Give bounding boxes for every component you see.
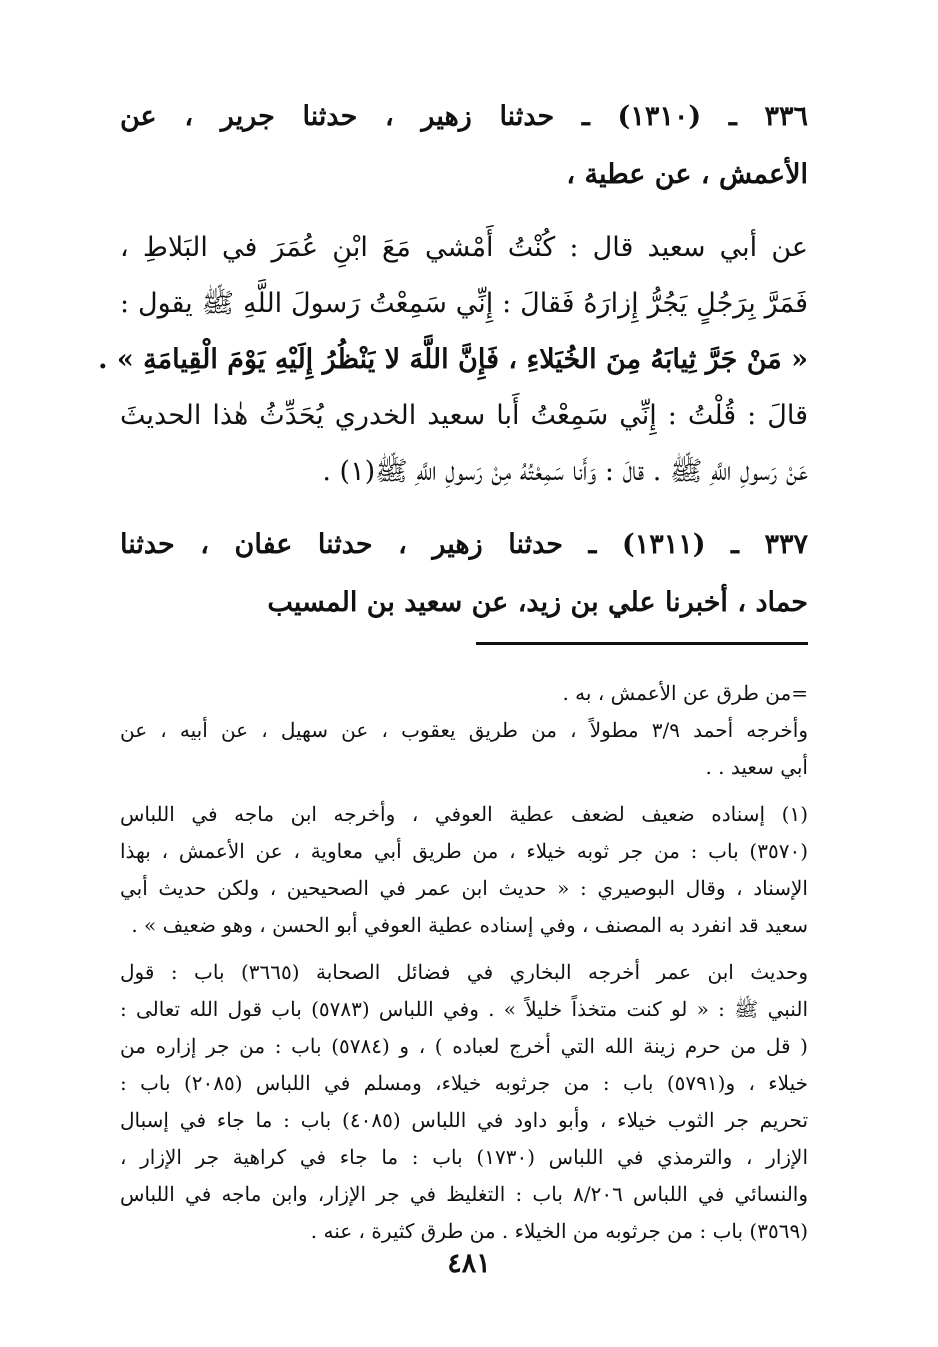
footnote-carryover	[120, 675, 808, 786]
hadith-336-text-line: عن أبي سعيد قال : كُنْتُ أَمْشي مَعَ ابْنِ عُمَرَ في البَلاطِ ،	[120, 232, 808, 263]
footnote-1	[120, 796, 808, 944]
footnote-line: وأخرجه أحمد ٣/٩ مطولاً ، من طريق يعقوب ، عن سهيل ، عن أبيه ، عن	[120, 718, 808, 742]
footnote-line: (١) إسناده ضعيف لضعف عطية العوفي ، وأخرجه ابن ماجه في اللباس	[120, 802, 808, 826]
page-number: ٤٨١	[447, 1248, 491, 1279]
footnote-line: (٣٥٧٠) باب : من جر ثوبه خيلاء ، من طريق أبي معاوية ، عن الأعمش ، بهذا	[120, 839, 808, 863]
page-content	[98, 88, 809, 1260]
footnote-line: ( قل من حرم زينة الله التي أخرج لعباده ) ، و (٥٧٨٤) باب : من جر إزاره من	[120, 1034, 808, 1058]
hadith-336-text-line: فَمَرَّ بِرَجُلٍ يَجُرُّ إِزارَهُ فَقالَ : إِنِّي سَمِعْتُ رَسولَ اللَّهِ ﷺ يقول :	[120, 288, 808, 319]
hadith-337-heading-cont: حماد ، أخبرنا علي بن زيد، عن سعيد بن المسيب	[267, 587, 808, 618]
hadith-336-prophetic-quote: « مَنْ جَرَّ ثِيابَهُ مِنَ الخُيَلاءِ ، فَإِنَّ اللَّهَ لا يَنْظُرُ إِلَيْهِ يَوْمَ الْقِيامَةِ » .	[98, 344, 808, 375]
footnotes	[120, 675, 808, 1250]
hadith-337-heading: ٣٣٧ ـ (١٣١١) ـ حدثنا زهير ، حدثنا عفان ، حدثنا	[120, 529, 808, 560]
footnote-separator	[476, 642, 808, 645]
footnote-line: تحريم جر الثوب خيلاء ، وأبو داود في اللباس (٤٠٨٥) باب : ما جاء في إسبال	[120, 1108, 809, 1132]
footnote-line: والنسائي في اللباس ٨/٢٠٦ باب : التغليظ في جر الإزار، وابن ماجه في اللباس	[120, 1182, 808, 1206]
footnote-line: =من طرق عن الأعمش ، به .	[562, 681, 808, 705]
footnote-line: الإزار ، والترمذي في اللباس (١٧٣٠) باب : ما جاء في كراهية جر الإزار ،	[120, 1145, 808, 1169]
footnote-line: (٣٥٦٩) باب : من جرثوبه من الخيلاء . من طرق كثيرة ، عنه .	[310, 1219, 808, 1243]
footnote-line: الإسناد ، وقال البوصيري : « حديث ابن عمر في الصحيحين ، ولكن حديث أبي	[120, 876, 808, 900]
footnote-line: سعيد قد انفرد به المصنف ، وفي إسناده عطية العوفي أبو الحسن ، وهو ضعيف » .	[131, 913, 808, 937]
footnote-1-continued	[120, 954, 808, 1250]
hadith-336-text-line: قالَ : قُلْتُ : إِنِّي سَمِعْتُ أَبا سعيد الخدري يُحَدِّثُ هٰذا الحديثَ	[120, 400, 808, 431]
hadith-336	[98, 88, 808, 500]
footnote-line: أبي سعيد . .	[705, 755, 808, 779]
hadith-336-heading-cont: الأعمش ، عن عطية ،	[566, 159, 808, 190]
hadith-336-heading: ٣٣٦ ـ (١٣١٠) ـ حدثنا زهير ، حدثنا جرير ، عن	[120, 101, 808, 132]
hadith-337	[120, 516, 808, 632]
footnote-line: النبي ﷺ : « لو كنت متخذاً خليلاً » . وفي اللباس (٥٧٨٣) باب قول الله تعالى :	[120, 997, 808, 1021]
hadith-336-text-line: عَنْ رَسولِ اللَّهِ ﷺ . قالَ : وَأَنا سَمِعْتُهُ مِنْ رَسولِ اللَّهِ ﷺ(١) .	[322, 456, 808, 487]
footnote-line: وحديث ابن عمر أخرجه البخاري في فضائل الصحابة (٣٦٦٥) باب : قول	[120, 960, 808, 984]
footnote-line: خيلاء ، و(٥٧٩١) باب : من جرثوبه خيلاء، ومسلم في اللباس (٢٠٨٥) باب :	[120, 1071, 809, 1095]
